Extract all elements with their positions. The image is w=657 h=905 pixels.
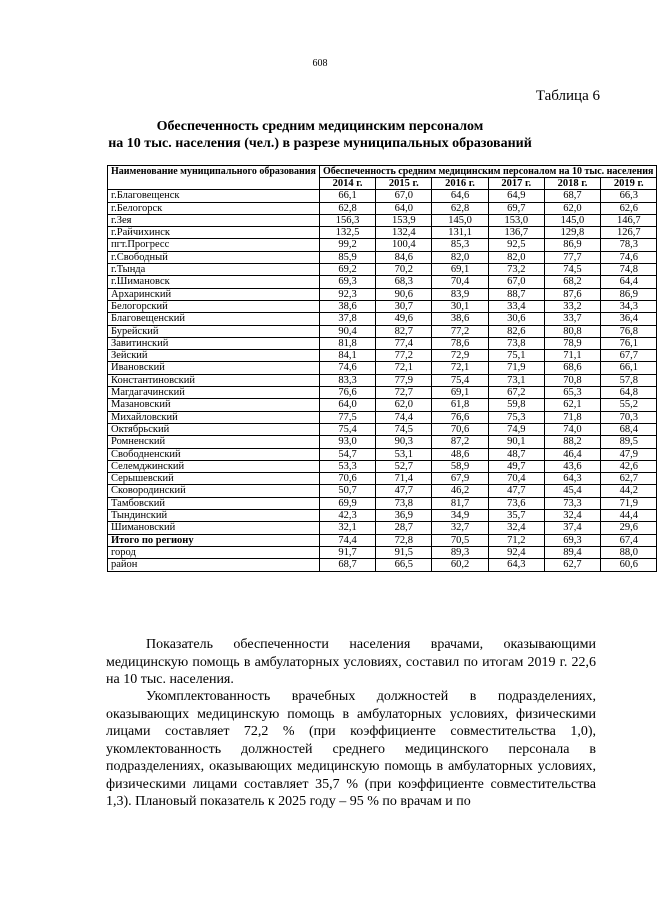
row-value: 64,4 [601,276,657,288]
row-value: 77,4 [376,337,432,349]
row-value: 62,7 [601,473,657,485]
row-value: 74,6 [319,362,375,374]
table-row [108,387,657,399]
row-value: 71,9 [488,362,544,374]
row-value: 66,5 [376,559,432,571]
title-line-1: Обеспеченность средним медицинским персоналом [156,119,484,134]
row-name: пгт.Прогресс [108,239,320,251]
row-value: 33,7 [544,313,600,325]
table-row [108,510,657,522]
row-value: 92,3 [319,288,375,300]
row-value: 76,6 [432,411,488,423]
row-value: 38,6 [319,300,375,312]
row-value: 156,3 [319,214,375,226]
row-value: 42,3 [319,510,375,522]
row-value: 87,2 [432,436,488,448]
column-group-header: Обеспеченность средним медицинским персоналом на 10 тыс. населения [319,166,656,178]
row-value: 73,3 [544,497,600,509]
row-value: 77,9 [376,374,432,386]
row-value: 74,5 [376,423,432,435]
row-name: Михайловский [108,411,320,423]
row-value: 69,1 [432,264,488,276]
row-value: 48,6 [432,448,488,460]
row-value: 77,2 [432,325,488,337]
row-value: 61,8 [432,399,488,411]
row-value: 55,2 [601,399,657,411]
row-value: 91,5 [376,546,432,558]
row-value: 62,0 [544,202,600,214]
table-row [108,214,657,226]
row-value: 129,8 [544,227,600,239]
row-value: 71,8 [544,411,600,423]
row-value: 83,3 [319,374,375,386]
row-value: 48,7 [488,448,544,460]
row-value: 30,6 [488,313,544,325]
row-value: 76,8 [601,325,657,337]
table-row [108,300,657,312]
row-value: 131,1 [432,227,488,239]
row-value: 32,7 [432,522,488,534]
row-value: 73,1 [488,374,544,386]
row-value: 67,7 [601,350,657,362]
row-name: Итого по региону [108,534,320,546]
row-value: 84,6 [376,251,432,263]
table-row [108,522,657,534]
row-value: 32,1 [319,522,375,534]
row-value: 68,6 [544,362,600,374]
row-value: 77,2 [376,350,432,362]
row-value: 34,3 [601,300,657,312]
row-value: 88,2 [544,436,600,448]
row-value: 76,1 [601,337,657,349]
row-value: 73,2 [488,264,544,276]
year-header: 2017 г. [488,178,544,190]
row-value: 69,1 [432,387,488,399]
row-value: 36,4 [601,313,657,325]
page-number: 608 [312,58,328,69]
row-value: 62,1 [544,399,600,411]
row-value: 77,5 [319,411,375,423]
row-name: Октябрьский [108,423,320,435]
row-value: 67,2 [488,387,544,399]
row-value: 42,6 [601,460,657,472]
row-value: 74,4 [319,534,375,546]
row-value: 52,7 [376,460,432,472]
row-value: 59,8 [488,399,544,411]
table-row [108,399,657,411]
row-value: 72,7 [376,387,432,399]
row-value: 50,7 [319,485,375,497]
row-value: 30,1 [432,300,488,312]
row-value: 57,8 [601,374,657,386]
row-value: 100,4 [376,239,432,251]
row-value: 64,8 [601,387,657,399]
row-value: 53,3 [319,460,375,472]
row-value: 69,3 [544,534,600,546]
row-name: Завитинский [108,337,320,349]
table-row [108,473,657,485]
row-value: 45,4 [544,485,600,497]
row-value: 46,2 [432,485,488,497]
row-value: 67,9 [432,473,488,485]
row-value: 70,5 [432,534,488,546]
row-value: 49,7 [488,460,544,472]
row-name: Селемджинский [108,460,320,472]
row-value: 37,4 [544,522,600,534]
row-value: 153,9 [376,214,432,226]
row-value: 68,2 [544,276,600,288]
table-row [108,313,657,325]
row-name: г.Свободный [108,251,320,263]
row-value: 70,4 [488,473,544,485]
row-value: 83,9 [432,288,488,300]
row-value: 85,3 [432,239,488,251]
row-value: 72,1 [376,362,432,374]
row-value: 153,0 [488,214,544,226]
row-value: 99,2 [319,239,375,251]
table-row [108,436,657,448]
row-value: 74,5 [544,264,600,276]
row-name: Серышевский [108,473,320,485]
row-value: 76,6 [319,387,375,399]
row-value: 74,0 [544,423,600,435]
row-name: Архаринский [108,288,320,300]
year-header: 2018 г. [544,178,600,190]
row-name: Бурейский [108,325,320,337]
title-line-2: на 10 тыс. населения (чел.) в разрезе муниципальных образований [108,136,532,151]
row-value: 70,6 [319,473,375,485]
row-name: Белогорский [108,300,320,312]
row-value: 136,7 [488,227,544,239]
row-name: Константиновский [108,374,320,386]
row-value: 71,4 [376,473,432,485]
row-value: 80,8 [544,325,600,337]
row-value: 81,8 [319,337,375,349]
row-value: 29,6 [601,522,657,534]
paragraph-1 [106,636,596,689]
row-value: 64,9 [488,190,544,202]
row-value: 86,9 [544,239,600,251]
row-value: 70,3 [601,411,657,423]
row-value: 77,7 [544,251,600,263]
row-value: 86,9 [601,288,657,300]
row-name: г.Зея [108,214,320,226]
row-value: 74,9 [488,423,544,435]
row-value: 60,2 [432,559,488,571]
row-value: 62,8 [432,202,488,214]
row-value: 73,6 [488,497,544,509]
row-value: 78,3 [601,239,657,251]
row-value: 88,0 [601,546,657,558]
row-value: 72,9 [432,350,488,362]
row-value: 32,4 [544,510,600,522]
row-value: 90,4 [319,325,375,337]
row-value: 58,9 [432,460,488,472]
row-value: 35,7 [488,510,544,522]
row-value: 60,6 [601,559,657,571]
row-value: 64,3 [544,473,600,485]
row-name: Ивановский [108,362,320,374]
row-name: Тамбовский [108,497,320,509]
row-value: 81,7 [432,497,488,509]
row-name: город [108,546,320,558]
table-row [108,350,657,362]
row-value: 68,3 [376,276,432,288]
row-value: 66,1 [319,190,375,202]
year-header: 2019 г. [601,178,657,190]
table-row [108,448,657,460]
row-value: 66,1 [601,362,657,374]
table-body [108,190,657,571]
row-value: 71,1 [544,350,600,362]
row-value: 70,4 [432,276,488,288]
row-name: район [108,559,320,571]
table-row [108,534,657,546]
row-value: 70,2 [376,264,432,276]
row-value: 88,7 [488,288,544,300]
row-value: 65,3 [544,387,600,399]
row-value: 33,2 [544,300,600,312]
row-value: 75,1 [488,350,544,362]
table-label: Таблица 6 [535,88,600,104]
row-value: 82,7 [376,325,432,337]
paragraph-1-text: Показатель обеспеченности населения врачами, оказывающими медицинскую помощь в амбулаторных условиях, составил по итогам 2019 г. 22,6 на 10 тыс. населения. [106,637,596,687]
year-header: 2016 г. [432,178,488,190]
row-value: 47,7 [488,485,544,497]
row-name: Магдагачинский [108,387,320,399]
row-value: 64,6 [432,190,488,202]
row-value: 74,8 [601,264,657,276]
row-name: Мазановский [108,399,320,411]
row-name: Шимановский [108,522,320,534]
row-value: 62,0 [376,399,432,411]
row-value: 91,7 [319,546,375,558]
table-row [108,325,657,337]
table-row [108,374,657,386]
table-row [108,411,657,423]
row-value: 87,6 [544,288,600,300]
row-value: 47,9 [601,448,657,460]
row-value: 75,4 [319,423,375,435]
row-value: 90,6 [376,288,432,300]
table-row [108,276,657,288]
row-value: 92,4 [488,546,544,558]
table-row [108,251,657,263]
row-name: Тындинский [108,510,320,522]
row-value: 44,2 [601,485,657,497]
row-value: 34,9 [432,510,488,522]
row-value: 69,9 [319,497,375,509]
row-value: 85,9 [319,251,375,263]
row-value: 43,6 [544,460,600,472]
row-value: 89,5 [601,436,657,448]
row-name: г.Белогорск [108,202,320,214]
row-value: 64,0 [376,202,432,214]
row-value: 75,4 [432,374,488,386]
row-value: 70,8 [544,374,600,386]
row-value: 92,5 [488,239,544,251]
row-value: 46,4 [544,448,600,460]
row-name: г.Райчихинск [108,227,320,239]
row-value: 32,4 [488,522,544,534]
row-value: 74,6 [601,251,657,263]
table-row [108,423,657,435]
row-value: 132,5 [319,227,375,239]
table-row [108,239,657,251]
row-value: 49,6 [376,313,432,325]
row-value: 28,7 [376,522,432,534]
row-value: 78,6 [432,337,488,349]
table-row [108,497,657,509]
row-value: 71,9 [601,497,657,509]
row-value: 68,7 [319,559,375,571]
row-value: 67,4 [601,534,657,546]
row-value: 82,0 [488,251,544,263]
row-value: 93,0 [319,436,375,448]
row-value: 126,7 [601,227,657,239]
row-name: Зейский [108,350,320,362]
row-value: 89,4 [544,546,600,558]
row-value: 36,9 [376,510,432,522]
table-title [0,118,640,152]
staffing-table [107,165,657,572]
row-name: Сковородинский [108,485,320,497]
row-value: 44,4 [601,510,657,522]
row-name: г.Благовещенск [108,190,320,202]
row-value: 75,3 [488,411,544,423]
row-value: 146,7 [601,214,657,226]
row-value: 64,0 [319,399,375,411]
year-header: 2014 г. [319,178,375,190]
table-row [108,362,657,374]
row-value: 72,1 [432,362,488,374]
row-value: 73,8 [376,497,432,509]
row-name: г.Шимановск [108,276,320,288]
row-value: 72,8 [376,534,432,546]
row-value: 64,3 [488,559,544,571]
row-value: 71,2 [488,534,544,546]
row-value: 132,4 [376,227,432,239]
row-value: 70,6 [432,423,488,435]
row-value: 69,3 [319,276,375,288]
row-value: 67,0 [376,190,432,202]
row-value: 84,1 [319,350,375,362]
row-value: 73,8 [488,337,544,349]
row-value: 53,1 [376,448,432,460]
table-row [108,264,657,276]
row-name: Свободненский [108,448,320,460]
table-row [108,559,657,571]
row-value: 68,4 [601,423,657,435]
row-value: 54,7 [319,448,375,460]
row-value: 68,7 [544,190,600,202]
row-value: 69,7 [488,202,544,214]
row-name: Ромненский [108,436,320,448]
column-header-name: Наименование муниципального образования [108,166,320,190]
row-name: Благовещенский [108,313,320,325]
row-value: 69,2 [319,264,375,276]
table-row [108,546,657,558]
row-value: 89,3 [432,546,488,558]
year-header: 2015 г. [376,178,432,190]
row-value: 82,6 [488,325,544,337]
row-value: 66,3 [601,190,657,202]
row-value: 62,8 [319,202,375,214]
paragraph-2-text: Укомплектованность врачебных должностей в подразделениях, оказывающих медицинскую помощь в амбулаторных условиях, физическими лицами составляет 72,2 % (при коэффициенте совместительства 1,0), укомлектованность должностей среднего медицинского персонала в подразделениях, оказывающих медицинскую помощь в амбулаторных условиях, физическими лицами составляет 35,7 % (при коэффициенте совместительства 1,3). Плановый показатель к 2025 году – 95 % по врачам и по [106,689,596,809]
row-value: 74,4 [376,411,432,423]
row-name: г.Тында [108,264,320,276]
row-value: 145,0 [544,214,600,226]
table-row [108,460,657,472]
table-row [108,227,657,239]
table-row [108,337,657,349]
row-value: 38,6 [432,313,488,325]
row-value: 37,8 [319,313,375,325]
row-value: 30,7 [376,300,432,312]
table-row [108,485,657,497]
row-value: 33,4 [488,300,544,312]
row-value: 145,0 [432,214,488,226]
row-value: 78,9 [544,337,600,349]
row-value: 62,6 [601,202,657,214]
table-row [108,288,657,300]
table-row [108,190,657,202]
row-value: 62,7 [544,559,600,571]
row-value: 90,1 [488,436,544,448]
row-value: 82,0 [432,251,488,263]
row-value: 67,0 [488,276,544,288]
paragraph-2 [106,688,596,811]
row-value: 47,7 [376,485,432,497]
row-value: 90,3 [376,436,432,448]
table-row [108,202,657,214]
